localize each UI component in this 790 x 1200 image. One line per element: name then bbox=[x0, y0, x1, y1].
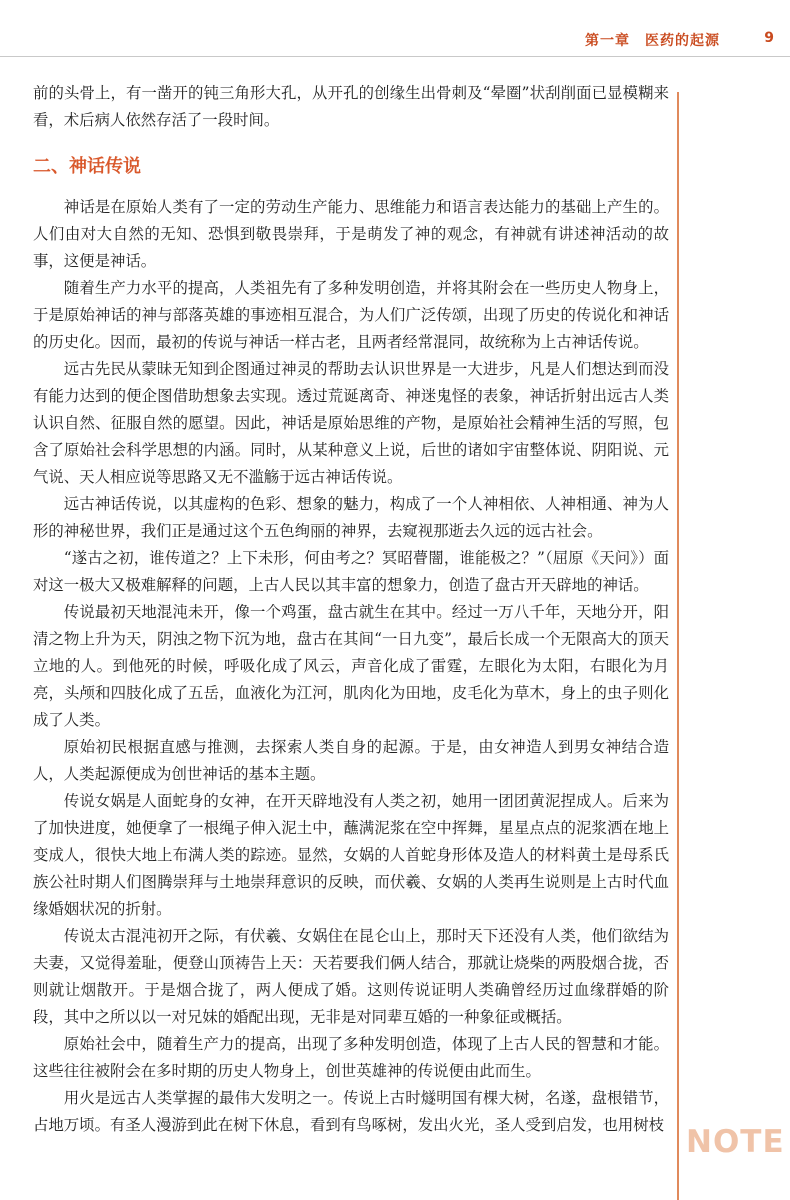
section-heading: 二、神话传说 bbox=[33, 156, 141, 177]
body-paragraph: 用火是远古人类掌握的最伟大发明之一。传说上古时燧明国有棵大树，名遂，盘根错节，占地万顷。有圣人漫游到此在树下休息，看到有鸟啄树，发出火光，圣人受到启发，也用树枝 bbox=[33, 1089, 669, 1134]
body-paragraph: 原始社会中，随着生产力的提高，出现了多种发明创造，体现了上古人民的智慧和才能。这些往往被附会在多时期的历史人物身上，创世英雄神的传说便由此而生。 bbox=[33, 1035, 669, 1080]
body-paragraph: 前的头骨上，有一凿开的钝三角形大孔，从开孔的创缘生出骨刺及“晕圈”状刮削面已显模糊来看，术后病人依然存活了一段时间。 bbox=[33, 84, 669, 129]
body-paragraph: 远古神话传说，以其虚构的色彩、想象的魅力，构成了一个人神相依、人神相通、神为人形的神秘世界，我们正是通过这个五色绚丽的神界，去窥视那逝去久远的远古社会。 bbox=[33, 495, 669, 540]
body-paragraph: 传说女娲是人面蛇身的女神，在开天辟地没有人类之初，她用一团团黄泥捏成人。后来为了加快进度，她便拿了一根绳子伸入泥土中，蘸满泥浆在空中挥舞，星星点点的泥浆洒在地上变成人，很快大地上布满人类的踪迹。显然，女娲的人首蛇身形体及造人的材料黄土是母系氏族公社时期人们图腾崇拜与土地崇拜意识的反映，而伏羲、女娲的人类再生说则是上古时代血缘婚姻状况的折射。 bbox=[33, 792, 669, 918]
body-paragraph: 远古先民从蒙昧无知到企图通过神灵的帮助去认识世界是一大进步，凡是人们想达到而没有能力达到的便企图借助想象去实现。透过荒诞离奇、神迷鬼怪的表象，神话折射出远古人类认识自然、征服自然的愿望。因此，神话是原始思维的产物，是原始社会精神生活的写照，包含了原始社会科学思想的内涵。同时，从某种意义上说，后世的诸如宇宙整体说、阴阳说、元气说、天人相应说等思路又无不滥觞于远古神话传说。 bbox=[33, 360, 669, 486]
body-paragraph: 传说太古混沌初开之际，有伏羲、女娲住在昆仑山上，那时天下还没有人类，他们欲结为夫妻，又觉得羞耻，便登山顶祷告上天：天若要我们俩人结合，那就让烧柴的两股烟合拢，否则就让烟散开。于是烟合拢了，两人便成了婚。这则传说证明人类确曾经历过血缘群婚的阶段，其中之所以以一对兄妹的婚配出现，无非是对同辈互婚的一种象征或概括。 bbox=[33, 927, 669, 1026]
page-body bbox=[33, 80, 669, 1139]
note-margin-label: NOTE bbox=[686, 1124, 785, 1160]
page-header bbox=[0, 0, 790, 60]
page-number: 9 bbox=[764, 30, 774, 46]
body-paragraph: 随着生产力水平的提高，人类祖先有了多种发明创造，并将其附会在一些历史人物身上，于是原始神话的神与部落英雄的事迹相互混合，为人们广泛传颂，出现了历史的传说化和神话的历史化。因而，最初的传说与神话一样古老，且两者经常混同，故统称为上古神话传说。 bbox=[33, 279, 669, 351]
body-paragraph: “遂古之初，谁传道之？上下未形，何由考之？冥昭瞢闇，谁能极之？”（屈原《天问》）面对这一极大又极难解释的问题，上古人民以其丰富的想象力，创造了盘古开天辟地的神话。 bbox=[33, 549, 669, 594]
body-paragraph: 传说最初天地混沌未开，像一个鸡蛋，盘古就生在其中。经过一万八千年，天地分开，阳清之物上升为天，阴浊之物下沉为地，盘古在其间“一日九变”，最后长成一个无限高大的顶天立地的人。到他死的时候，呼吸化成了风云，声音化成了雷霆，左眼化为太阳，右眼化为月亮，头颅和四肢化成了五岳，血液化为江河，肌肉化为田地，皮毛化为草木，身上的虫子则化成了人类。 bbox=[33, 603, 669, 729]
body-paragraph: 原始初民根据直感与推测，去探索人类自身的起源。于是，由女神造人到男女神结合造人，人类起源便成为创世神话的基本主题。 bbox=[33, 738, 669, 783]
running-header-chapter: 第一章 医药的起源 bbox=[585, 33, 720, 49]
margin-divider bbox=[677, 92, 679, 1200]
body-paragraph: 神话是在原始人类有了一定的劳动生产能力、思维能力和语言表达能力的基础上产生的。人们由对大自然的无知、恐惧到敬畏崇拜，于是萌发了神的观念，有神就有讲述神活动的故事，这便是神话。 bbox=[33, 198, 669, 270]
header-divider bbox=[0, 56, 790, 57]
